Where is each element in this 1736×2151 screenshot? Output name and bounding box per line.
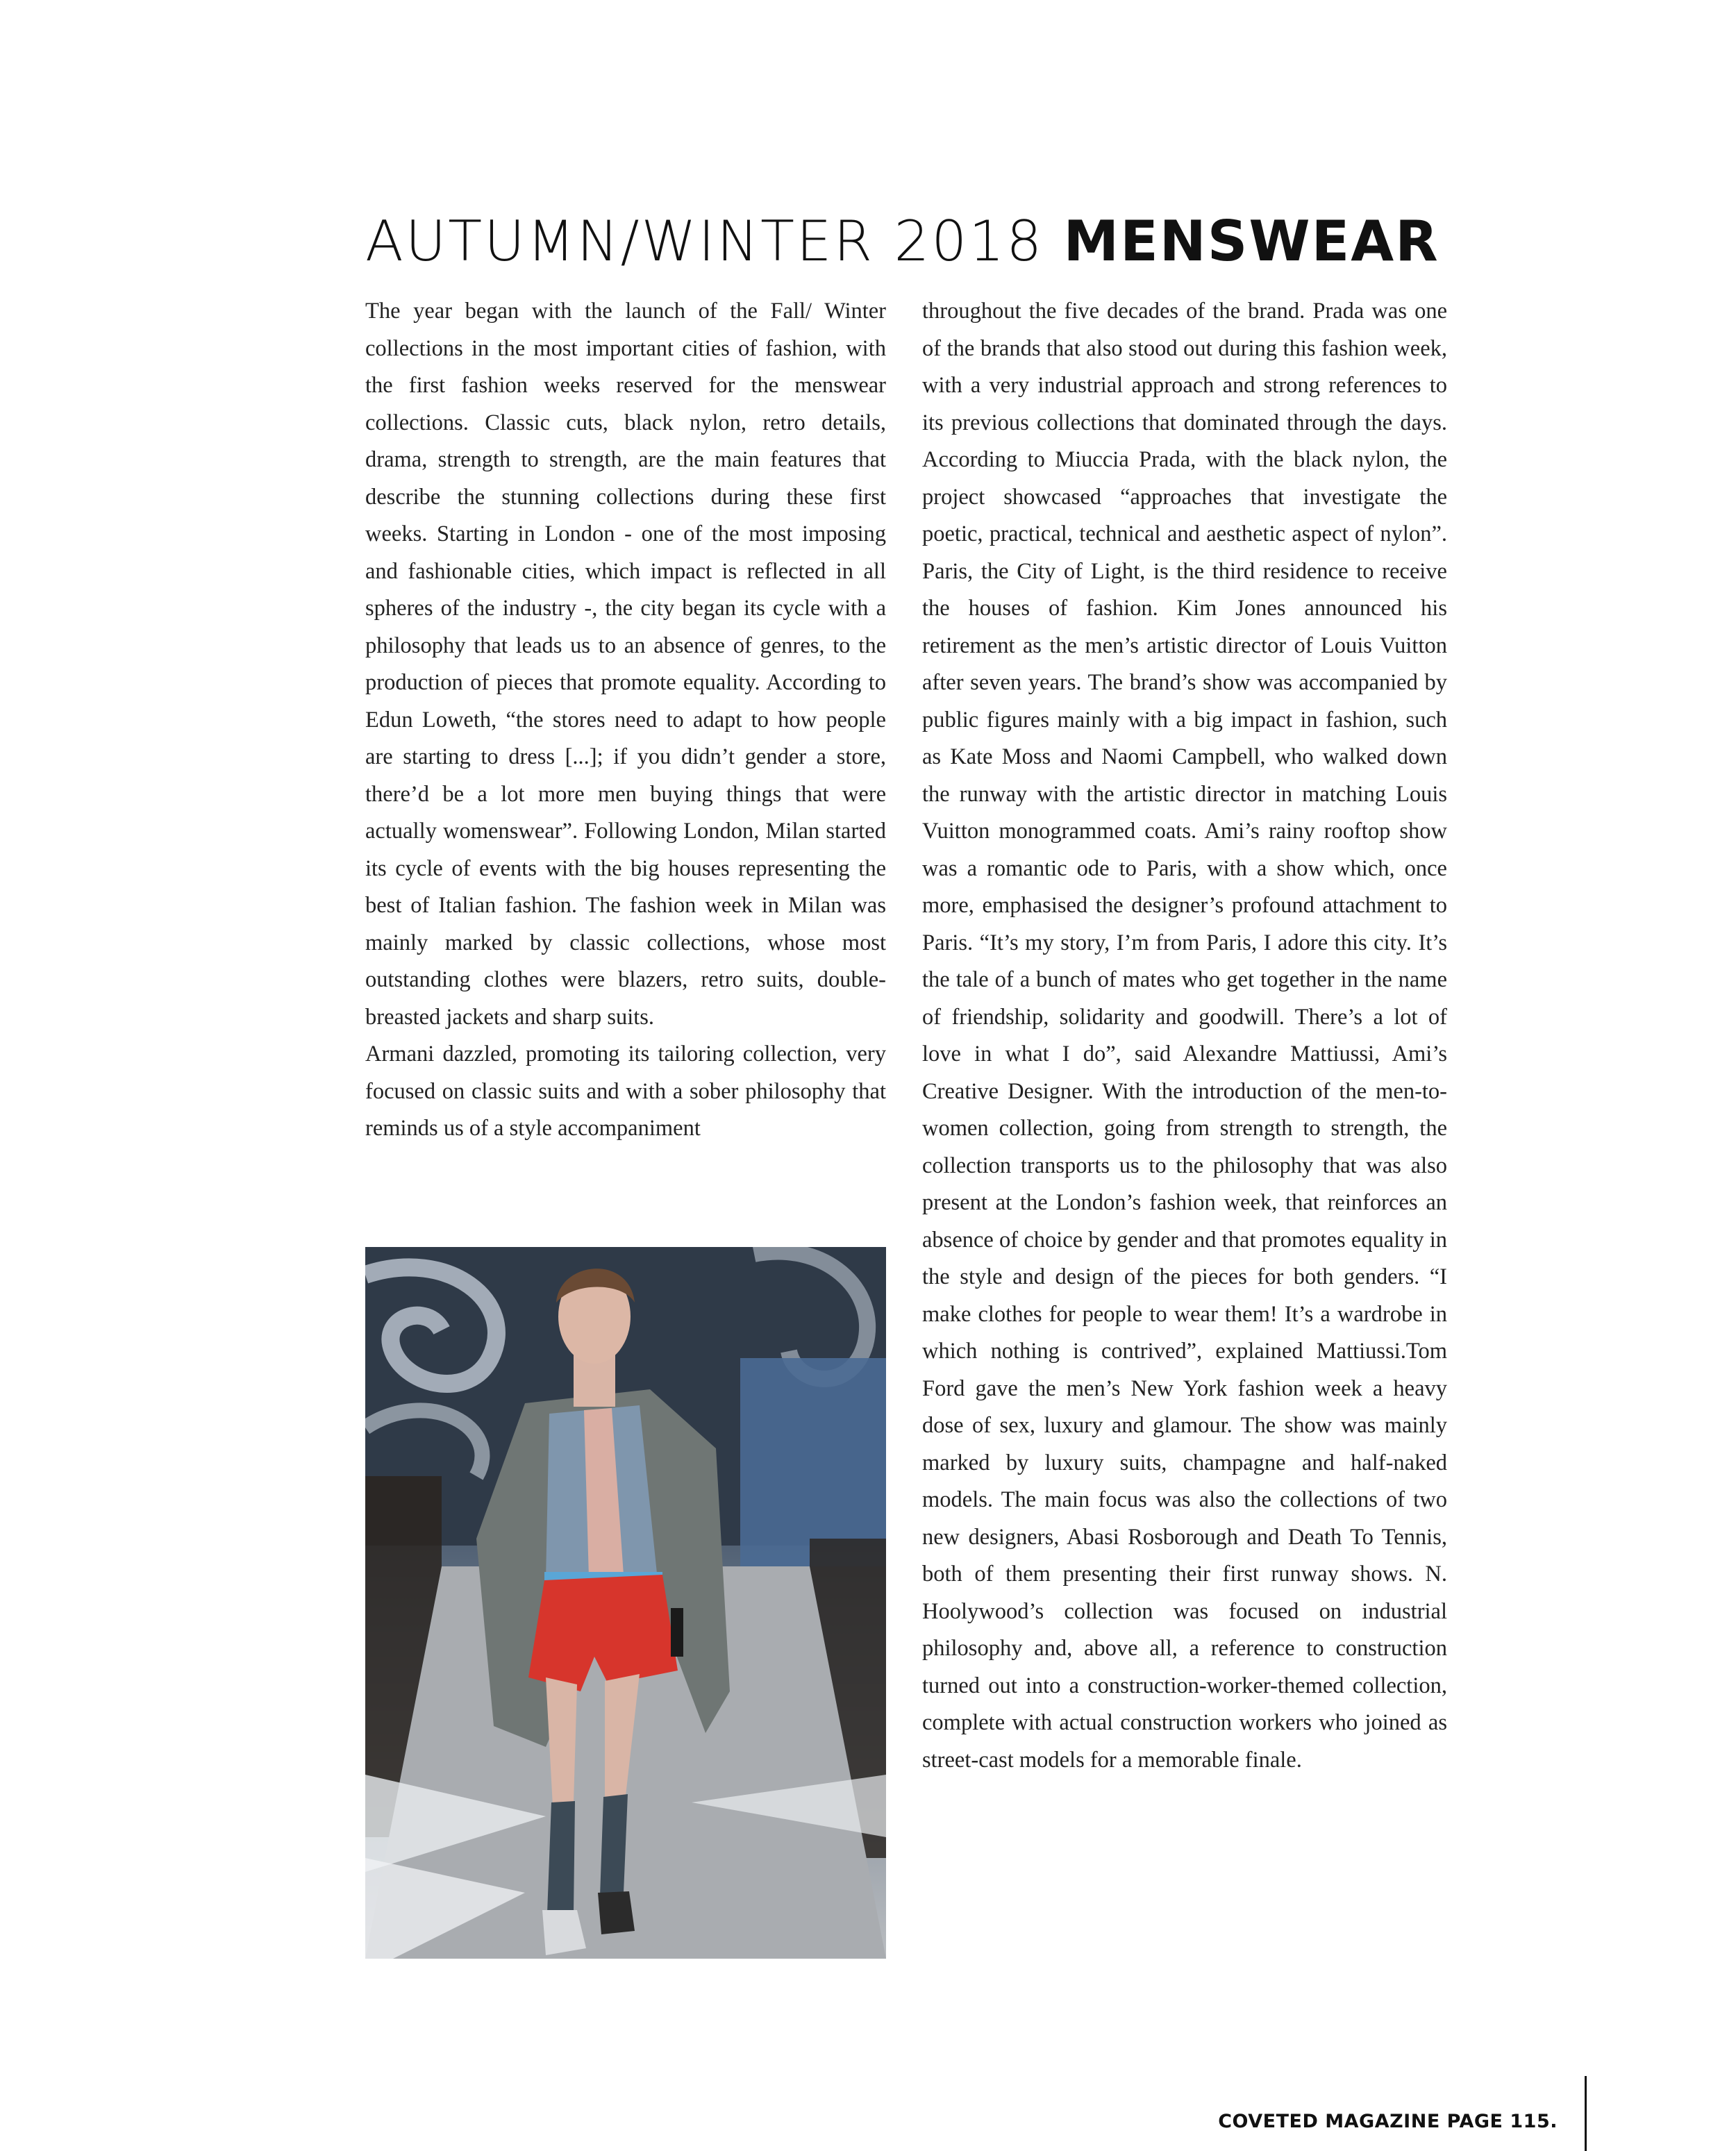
footer-divider [1585,2076,1587,2151]
article-paragraph: Armani dazzled, promoting its tailoring collection, very focused on classic suits and with a sober philosophy that reminds us of a style accompaniment [365,1041,886,1141]
article-column-left [365,293,886,1223]
runway-photo [365,1247,886,1959]
article-column-right [922,293,1447,1973]
article-paragraph: The year began with the launch of the Fall/ Winter collections in the most important cities of fashion, with the first fashion weeks reserved for the menswear collections. Classic cuts, black nylon, retro details, drama, strength to strength, are the main features that describe the stunning collections during these first weeks. Starting in London - one of the most imposing and fashionable cities, which impact is reflected in all spheres of the industry -, the city began its cycle with a philosophy that leads us to an absence of genres, to the production of pieces that promote equality. According to Edun Loweth, “the stores need to adapt to how people are starting to dress [...]; if you didn’t gender a store, there’d be a lot more men buying things that were actually womenswear”. Following London, Milan started its cycle of events with the big houses representing the best of Italian fashion. The fashion week in Milan was mainly marked by classic collections, whose most outstanding clothes were blazers, retro suits, double-breasted jackets and sharp suits. [365,299,886,1030]
title-season: AUTUMN/WINTER 2018 [365,209,1064,274]
title-category: MENSWEAR [1063,209,1439,274]
article-paragraph: throughout the five decades of the brand. Prada was one of the brands that also stood out during this fashion week, with a very industrial approach and strong references to its previous collections that dominated through the days. According to Miuccia Prada, with the black nylon, the project showcased “approaches that investigate the poetic, practical, technical and aesthetic aspect of nylon”. Paris, the City of Light, is the third residence to receive the houses of fashion. Kim Jones announced his retirement as the men’s artistic director of Louis Vuitton after seven years. The brand’s show was accompanied by public figures mainly with a big impact in fashion, such as Kate Moss and Naomi Campbell, who walked down the runway with the artistic director in matching Louis Vuitton monogrammed coats. Ami’s rainy rooftop show was a romantic ode to Paris, with a show which, once more, emphasised the designer’s profound attachment to Paris. “It’s my story, I’m from Paris, I adore this city. It’s the tale of a bunch of mates who get together in the name of friendship, solidarity and goodwill. There’s a lot of love in what I do”, said Alexandre Mattiussi, Ami’s Creative Designer. With the introduction of the men-to-women collection, going from strength to strength, the collection transports us to the philosophy that was also present at the London’s fashion week, that reinforces an absence of choice by gender and that promotes equality in the style and design of the pieces for both genders. “I make clothes for people to wear them! It’s a wardrobe in which nothing is contrived”, explained Mattiussi.Tom Ford gave the men’s New York fashion week a heavy dose of sex, luxury and glamour. The show was mainly marked by luxury suits, champagne and half-naked models. The main focus was also the collections of two new designers, Abasi Rosborough and Death To Tennis, both of them presenting their first runway shows. N. Hoolywood’s collection was focused on industrial philosophy and, above all, a reference to construction turned out into a construction-worker-themed collection, complete with actual construction workers who joined as street-cast models for a memorable finale. [922,299,1447,1773]
page-footer: COVETED MAGAZINE PAGE 115. [1218,2111,1558,2132]
article-title [365,200,1449,283]
